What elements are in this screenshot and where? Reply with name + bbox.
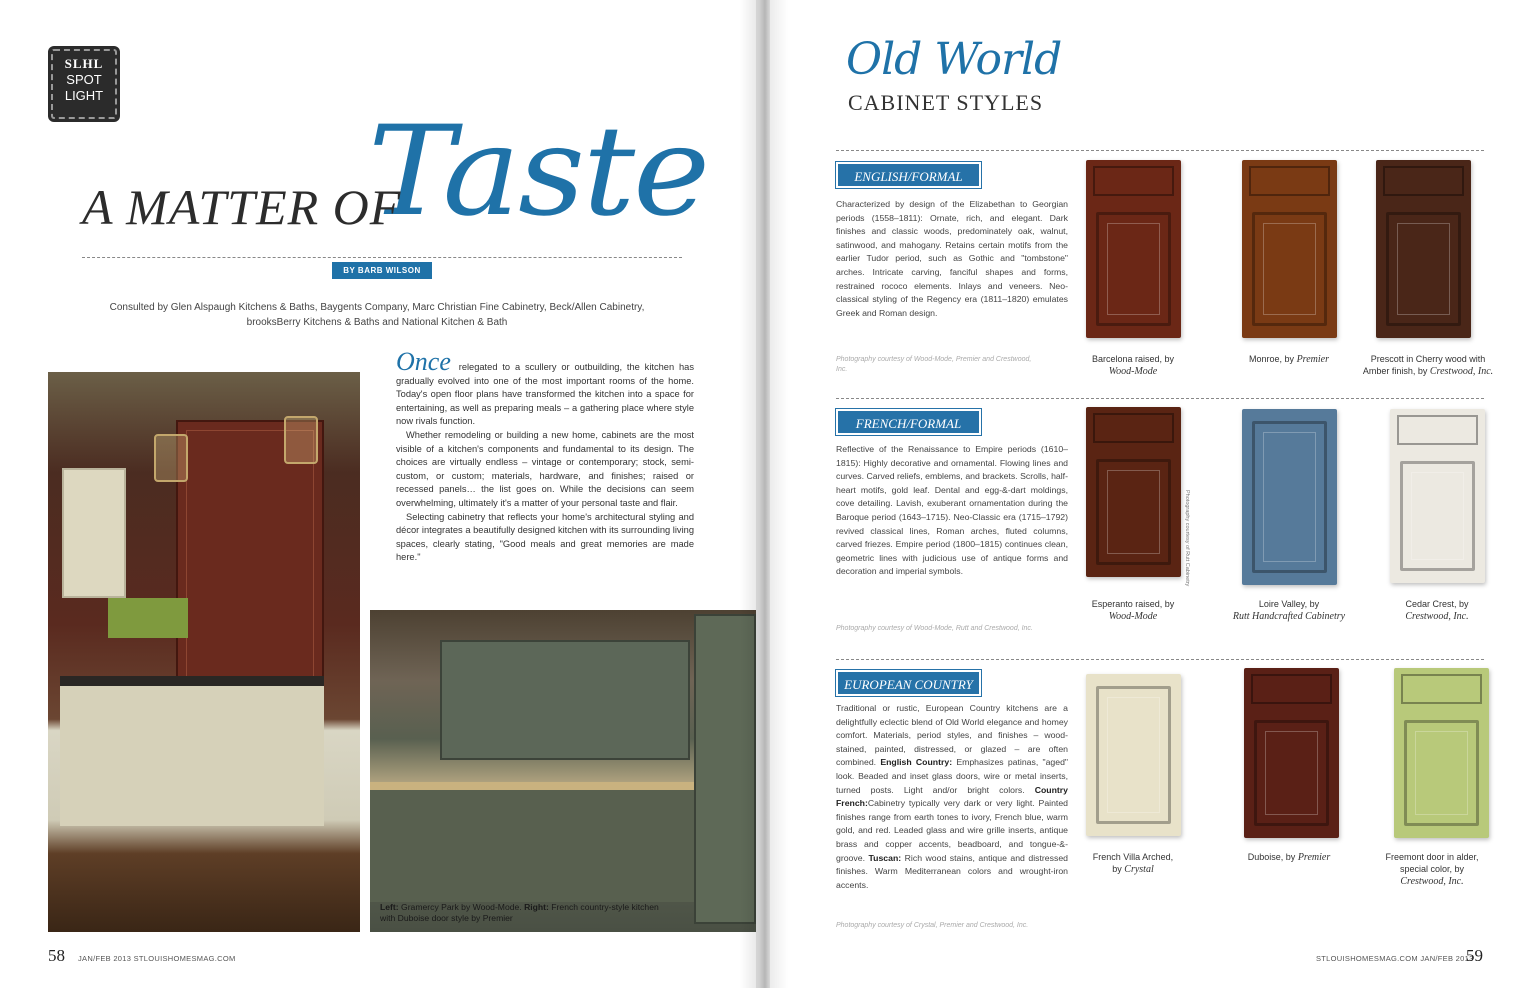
caption-right-text: French country-style kitchen with Duboise door style by Premier <box>380 902 659 923</box>
section-tag-english: ENGLISH/FORMAL <box>836 162 981 188</box>
cabinet-styles-subtitle: CABINET STYLES <box>848 90 1044 115</box>
door-caption <box>1358 353 1498 378</box>
door-image <box>1242 160 1337 338</box>
country-french-label: Country French: <box>836 784 1068 809</box>
door-caption-name: French Villa Arched, <box>1092 852 1174 862</box>
title-prefix: A MATTER OF <box>82 179 402 235</box>
door-caption <box>1068 353 1198 378</box>
title-script-word: Taste <box>368 100 709 244</box>
door-caption-name: Cedar Crest, by <box>1405 599 1469 609</box>
section-credit-european: Photography courtesy of Crystal, Premier and Crestwood, Inc. <box>836 922 1029 929</box>
upper-cabinets-shape <box>440 640 690 760</box>
section-tag-european: EUROPEAN COUNTRY <box>836 670 981 696</box>
door-caption-maker: Wood-Mode <box>1108 611 1158 622</box>
door-caption <box>1068 598 1198 623</box>
european-intro: Traditional or rustic, European Country kitchens are a delightfully eclectic blend of Old World elegance and homey comfort. Materials, period styles, and finishes – wood-stained, painted, distressed, or glazed – are often combined. <box>836 703 1068 768</box>
white-hutch-shape <box>62 468 126 598</box>
section-text-european <box>836 702 1068 892</box>
article-body <box>396 347 694 565</box>
pendant-lamp-icon <box>284 416 318 464</box>
door-image <box>1086 160 1181 338</box>
tuscan-text: Rich wood stains, antique and distressed finishes. Warm Mediterranean colors and wrought-iron accents. <box>836 852 1068 890</box>
door-caption-maker: Crestwood, Inc. <box>1429 366 1494 377</box>
section-tag-french: FRENCH/FORMAL <box>836 409 981 435</box>
photo-caption <box>380 902 660 924</box>
door-caption-name: Esperanto raised, by <box>1091 599 1175 609</box>
english-country-label: English Country: <box>880 757 953 768</box>
section-divider <box>836 659 1484 660</box>
door-caption-by: by <box>1112 864 1122 874</box>
country-kitchen-photo <box>370 610 756 932</box>
section-divider <box>836 398 1484 399</box>
door-image <box>1086 674 1181 836</box>
left-page <box>0 0 756 988</box>
badge-line1: SLHL <box>64 56 104 71</box>
country-french-text: Cabinetry typically very dark or very light. Painted finishes range from earth tones to ivory, French blue, warm gold, and red. Leaded glass and wire grille inserts, antique brass and copper accents, beadboard, and tongue-&-groove. <box>836 798 1068 863</box>
english-country-text: Emphasizes patinas, "aged" look. Beaded and inset glass doors, wire or metal inserts, turned posts. Light and/or bright colors. <box>836 757 1068 795</box>
caption-right-label: Right: <box>524 902 549 912</box>
kitchen-photo <box>48 372 360 932</box>
badge-line2: SPOT <box>66 72 102 87</box>
door-image <box>1394 668 1489 838</box>
section-divider <box>836 150 1484 151</box>
consulted-credits <box>92 300 662 330</box>
door-image <box>1086 407 1181 577</box>
caption-left-text: Gramercy Park by Wood-Mode. <box>401 902 522 912</box>
paragraph-2: Whether remodeling or building a new home, cabinets are the most visible of a kitchen's components and fundamental to its design. The choices are virtually endless – vintage or contemporary; stock, semi-custom, or custom; materials, hardware, and finishes; raised or recessed panels… the list goes on. While the decisions can seem overwhelming, ultimately it's a matter of your personal taste and flair. <box>396 429 694 508</box>
door-caption-name: Monroe, by <box>1249 354 1295 364</box>
door-caption <box>1068 851 1198 876</box>
section-text-french: Reflective of the Renaissance to Empire periods (1610–1815): Highly decorative and ornamental. Flowing lines and curves. Carved reliefs, emblems, and brackets. Scrolls, half-heart motifs, gold leaf. Dental and egg-&-dart moldings, cove detailing. Lavish, exuberant ornamentation during the Baroque period (1643–1715). Neo-Classic era (1715–1792) revived classical lines, Roman arches, fluted columns, carved friezes. Empire period (1800–1815) continues clean, geometric lines with judicious use of antique forms and decoration and imperial symbols. <box>836 444 1068 577</box>
byline-tag: BY BARB WILSON <box>332 262 432 279</box>
island-shape <box>60 676 324 826</box>
door-image <box>1376 160 1471 338</box>
door-image <box>1390 409 1485 583</box>
section-text-english: Characterized by design of the Elizabethan to Georgian periods (1558–1811): Ornate, rich, and elegant. Dark finishes and classic woods, predominately oak, walnut, satinwood, and mahogany. Retains certain motifs from the earlier Tudor period, such as Gothic and "tombstone" arches. Intricate carving, fanciful shapes and forms, restrained rococo elements. Inlays and veneers. Neo-classical styling of the Regency era (1811–1820) emulates Greek and Roman design. <box>836 199 1068 318</box>
door-caption <box>1224 353 1354 366</box>
spotlight-badge <box>48 46 120 122</box>
door-caption-maker: Crystal <box>1124 864 1154 875</box>
section-credit-english: Photography courtesy of Wood-Mode, Premier and Crestwood, Inc. <box>836 356 1032 373</box>
paragraph-1-text: relegated to a scullery or outbuilding, the kitchen has gradually evolved into one of the most important rooms of the home. Today's open floor plans have transformed the kitchen into a space for entertaining, as well as preparing meals – a gathering place where style now rivals function. <box>396 362 694 427</box>
tuscan-label: Tuscan: <box>868 852 902 863</box>
door-caption-maker: Rutt Handcrafted Cabinetry <box>1232 611 1346 622</box>
tall-cabinet-shape <box>694 614 756 924</box>
section-credit-french: Photography courtesy of Wood-Mode, Rutt and Crestwood, Inc. <box>836 625 1033 632</box>
drop-word: Once <box>396 347 451 376</box>
door-caption <box>1372 598 1502 623</box>
door-caption-maker: Wood-Mode <box>1108 366 1158 377</box>
door-caption-name: Prescott in Cherry wood with Amber finish, by <box>1362 354 1486 376</box>
old-world-title: Old World <box>846 34 1062 85</box>
pendant-lamp-icon <box>154 434 188 482</box>
caption-left-label: Left: <box>380 902 399 912</box>
door-caption-name: Loire Valley, by <box>1258 599 1320 609</box>
vertical-photo-credit: Photography courtesy of Rutt Cabinetry <box>1184 490 1190 587</box>
green-backsplash-shape <box>108 598 188 638</box>
door-caption-maker: Crestwood, Inc. <box>1400 876 1464 887</box>
paragraph-1 <box>396 347 694 429</box>
door-caption <box>1224 851 1354 864</box>
paragraph-3: Selecting cabinetry that reflects your home's architectural styling and décor integrates a beautifully designed kitchen with its surrounding living spaces, clearly stating, "Good meals and great memories are made here." <box>396 511 694 563</box>
consulted-line1: Consulted by Glen Alspaugh Kitchens & Baths, Baygents Company, Marc Christian Fine Cabinetry, Beck/Allen Cabinetry, <box>109 302 645 313</box>
door-image <box>1244 668 1339 838</box>
door-caption-name: Barcelona raised, by <box>1091 354 1175 364</box>
door-caption <box>1372 851 1492 888</box>
door-caption-name: Freemont door in alder, special color, by <box>1385 852 1479 874</box>
door-caption-maker: Premier <box>1296 354 1329 365</box>
door-caption-name: Duboise, by <box>1247 852 1296 862</box>
badge-line3: LIGHT <box>64 88 104 103</box>
right-page <box>770 0 1528 988</box>
page-number-left: 58 <box>48 946 65 965</box>
door-image <box>1242 409 1337 585</box>
door-caption-maker: Premier <box>1297 852 1331 863</box>
consulted-line2: brooksBerry Kitchens & Baths and National Kitchen & Bath <box>246 317 508 328</box>
door-caption-maker: Crestwood, Inc. <box>1405 611 1469 622</box>
page-number-right: 59 <box>1466 946 1483 965</box>
page-meta-right: STLOUISHOMESMAG.COM JAN/FEB 2013 <box>1316 954 1474 963</box>
door-caption <box>1224 598 1354 623</box>
title-divider <box>82 257 682 258</box>
page-meta-left: JAN/FEB 2013 STLOUISHOMESMAG.COM <box>78 954 236 963</box>
